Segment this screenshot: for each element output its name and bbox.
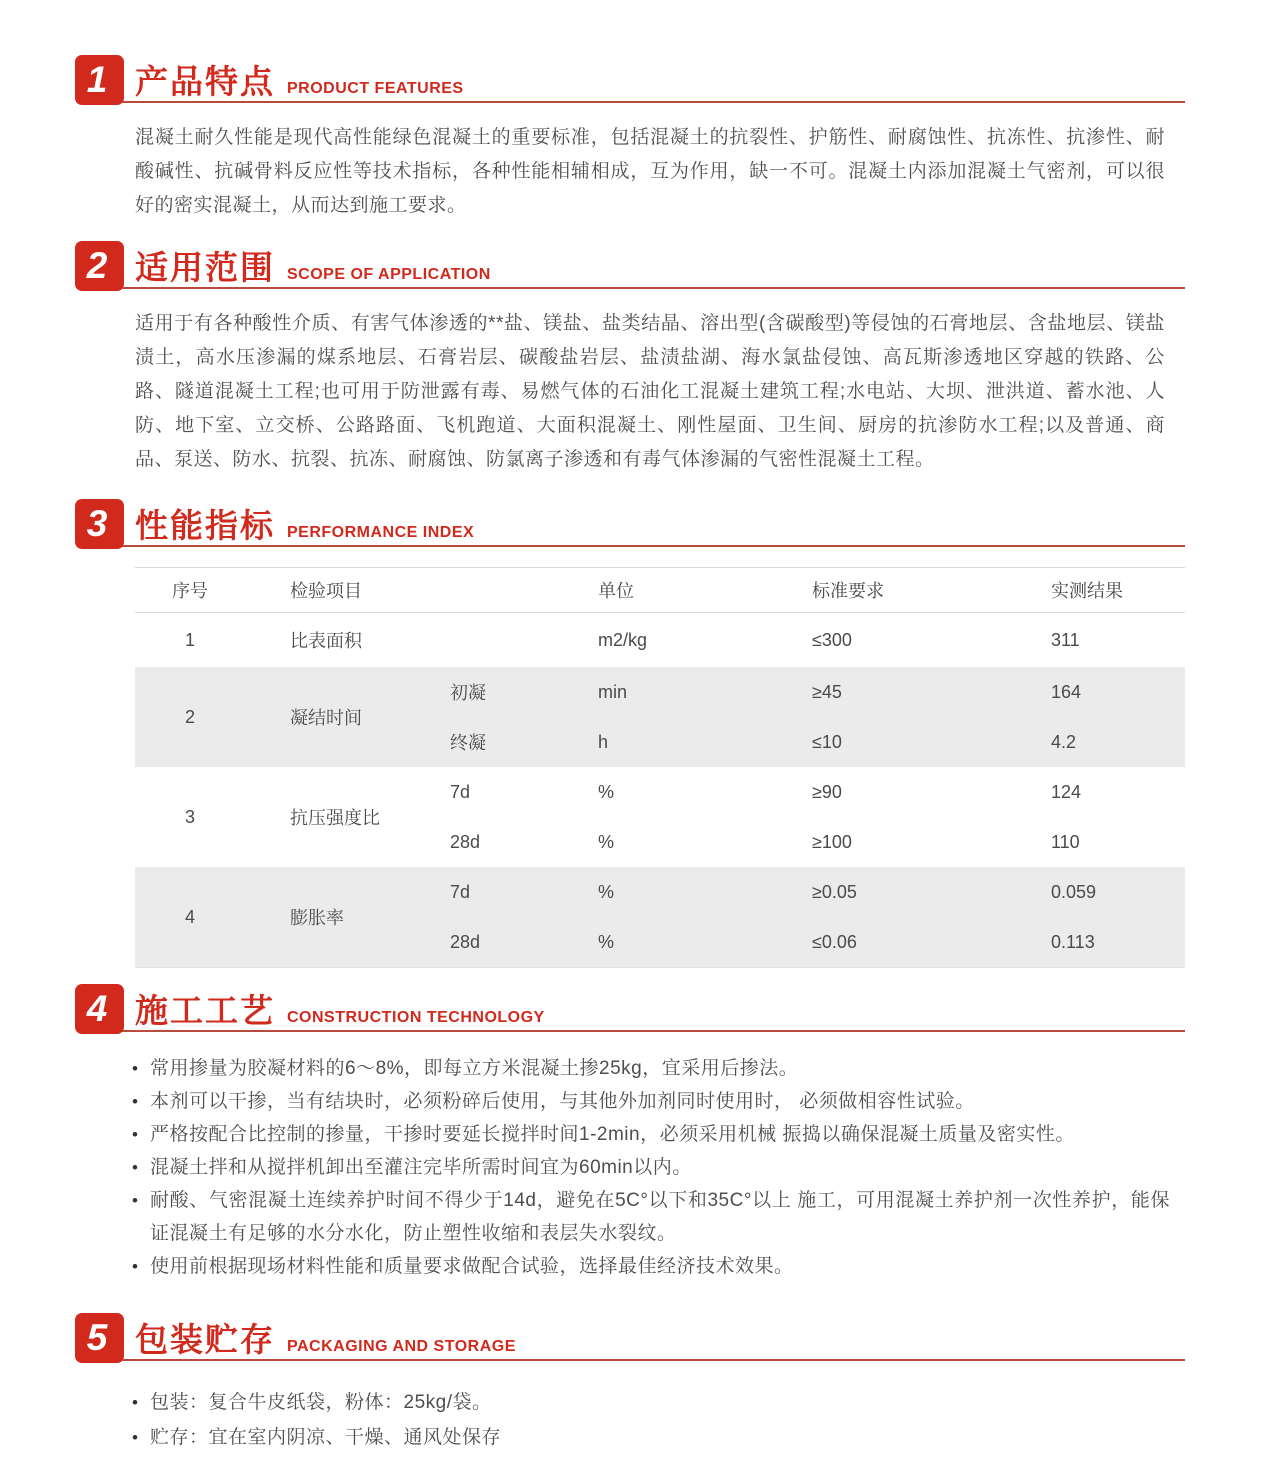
cell-result: 0.059 — [1051, 881, 1097, 902]
cell-result: 124 — [1051, 781, 1082, 802]
header-cell-standard: 标准要求 — [812, 581, 884, 601]
table-row — [135, 767, 1185, 867]
section-number-badge: 5 — [75, 1313, 124, 1363]
cell-result: 0.113 — [1051, 931, 1095, 952]
cell-standard: ≤300 — [812, 629, 852, 650]
cell-result: 4.2 — [1051, 731, 1077, 752]
section-titles — [135, 1314, 516, 1361]
cell-unit: % — [598, 831, 615, 852]
cell-result: 311 — [1051, 629, 1080, 650]
section-5-header — [75, 1313, 1185, 1369]
section-1-header — [75, 55, 1185, 111]
bullet-item: • 严格按配合比控制的掺量，干掺时要延长搅拌时间1-2min，必须采用机械 振捣以确保混凝土质量及密实性。 — [130, 1118, 1170, 1151]
table-row — [135, 667, 1185, 767]
cell-no: 4 — [184, 906, 195, 927]
section-title-zh: 适用范围 — [135, 249, 275, 286]
performance-table — [135, 567, 1185, 968]
section-number-badge: 3 — [75, 499, 124, 549]
cell-unit: h — [598, 731, 609, 752]
header-cell-no: 序号 — [172, 581, 208, 601]
table-subrow — [440, 667, 1185, 717]
cell-unit: % — [598, 881, 615, 902]
table-subrow — [440, 917, 1185, 967]
cell-standard: ≥45 — [812, 681, 842, 702]
cell-sub: 7d — [450, 781, 471, 802]
table-subrow — [440, 867, 1185, 917]
packaging-bullet-list — [130, 1385, 1170, 1455]
cell-unit: % — [598, 931, 615, 952]
section-title-zh: 包装贮存 — [135, 1321, 275, 1358]
cell-sub: 28d — [450, 831, 481, 852]
cell-standard: ≥100 — [812, 831, 852, 852]
section-title-en: PRODUCT FEATURES — [287, 80, 464, 97]
cell-standard: ≤0.06 — [812, 931, 857, 952]
section-titles — [135, 56, 464, 103]
bullet-item: • 使用前根据现场材料性能和质量要求做配合试验，选择最佳经济技术效果。 — [130, 1250, 1170, 1283]
section-3-header — [75, 499, 1185, 555]
section-titles — [135, 242, 491, 289]
section-title-en: PACKAGING AND STORAGE — [287, 1338, 516, 1355]
bullet-item: • 贮存：宜在室内阴凉、干燥、通风处保存 — [130, 1420, 1170, 1455]
cell-sub: 7d — [450, 881, 471, 902]
section-title-zh: 施工工艺 — [135, 992, 275, 1029]
cell-result: 110 — [1051, 831, 1080, 852]
cell-standard: ≥0.05 — [812, 881, 857, 902]
cell-unit: min — [598, 681, 628, 702]
bullet-item: • 混凝土拌和从搅拌机卸出至灌注完毕所需时间宜为60min以内。 — [130, 1151, 1170, 1184]
section-number-badge: 1 — [75, 55, 124, 105]
cell-no: 3 — [184, 806, 195, 827]
section-4-header — [75, 984, 1185, 1040]
section-number-badge: 4 — [75, 984, 124, 1034]
bullet-item: • 耐酸、气密混凝土连续养护时间不得少于14d，避免在5C°以下和35C°以上 施工，可用混凝土养护剂一次性养护，能保证混凝土有足够的水分水化，防止塑性收缩和表层失水裂纹。 — [130, 1184, 1170, 1250]
table-header-row — [135, 567, 1185, 613]
header-cell-result: 实测结果 — [1051, 581, 1123, 601]
cell-item: 膨胀率 — [290, 908, 344, 928]
cell-standard: ≥90 — [812, 781, 842, 802]
section-title-en: PERFORMANCE INDEX — [287, 524, 475, 541]
section-title-zh: 产品特点 — [135, 63, 275, 100]
section-title-zh: 性能指标 — [135, 507, 275, 544]
table-row — [135, 867, 1185, 968]
section-titles — [135, 500, 474, 547]
cell-standard: ≤10 — [812, 731, 842, 752]
cell-item: 凝结时间 — [290, 708, 362, 728]
section-titles — [135, 985, 545, 1032]
cell-item: 比表面积 — [290, 631, 362, 651]
header-cell-unit: 单位 — [598, 581, 634, 601]
cell-no: 1 — [184, 629, 195, 650]
cell-item: 抗压强度比 — [290, 808, 380, 828]
table-row — [135, 613, 1185, 667]
table-subrow — [440, 717, 1185, 767]
section-number-badge: 2 — [75, 241, 124, 291]
section-1-body: 混凝土耐久性能是现代高性能绿色混凝土的重要标准，包括混凝土的抗裂性、护筋性、耐腐蚀性、抗冻性、抗渗性、耐酸碱性、抗碱骨料反应性等技术指标，各种性能相辅相成，互为作用，缺一不可。混凝土内添加混凝土气密剂，可以很好的密实混凝土，从而达到施工要求。 — [135, 127, 1165, 216]
cell-no: 2 — [184, 706, 195, 727]
table-subrow — [440, 767, 1185, 817]
cell-unit: m2/kg — [598, 629, 648, 650]
section-title-en: CONSTRUCTION TECHNOLOGY — [287, 1009, 545, 1026]
bullet-item: • 常用掺量为胶凝材料的6～8%，即每立方米混凝土掺25kg，宜采用后掺法。 — [130, 1052, 1170, 1085]
section-2-header — [75, 241, 1185, 297]
table-subrow — [440, 817, 1185, 867]
construction-bullet-list — [130, 1052, 1170, 1283]
bullet-item: • 包装：复合牛皮纸袋，粉体：25kg/袋。 — [130, 1385, 1170, 1420]
cell-unit: % — [598, 781, 615, 802]
header-cell-item: 检验项目 — [290, 581, 362, 601]
bullet-item: • 本剂可以干掺，当有结块时，必须粉碎后使用，与其他外加剂同时使用时， 必须做相容性试验。 — [130, 1085, 1170, 1118]
cell-sub: 终凝 — [450, 733, 486, 753]
cell-sub: 28d — [450, 931, 481, 952]
table-subrow — [440, 613, 1185, 667]
section-title-en: SCOPE OF APPLICATION — [287, 266, 491, 283]
section-2-body: 适用于有各种酸性介质、有害气体渗透的**盐、镁盐、盐类结晶、溶出型(含碳酸型)等侵蚀的石膏地层、含盐地层、镁盐渍土，高水压渗漏的煤系地层、石膏岩层、碳酸盐岩层、盐渍盐湖、海水氯盐侵蚀、高瓦斯渗透地区穿越的铁路、公路、隧道混凝土工程;也可用于防泄露有毒、易燃气体的石油化工混凝土建筑工程;水电站、大坝、泄洪道、蓄水池、人防、地下室、立交桥、公路路面、飞机跑道、大面积混凝土、刚性屋面、卫生间、厨房的抗渗防水工程;以及普通、商品、泵送、防水、抗裂、抗冻、耐腐蚀、防氯离子渗透和有毒气体渗漏的气密性混凝土工程。 — [135, 313, 1165, 470]
cell-result: 164 — [1051, 681, 1082, 702]
cell-sub: 初凝 — [450, 683, 486, 703]
